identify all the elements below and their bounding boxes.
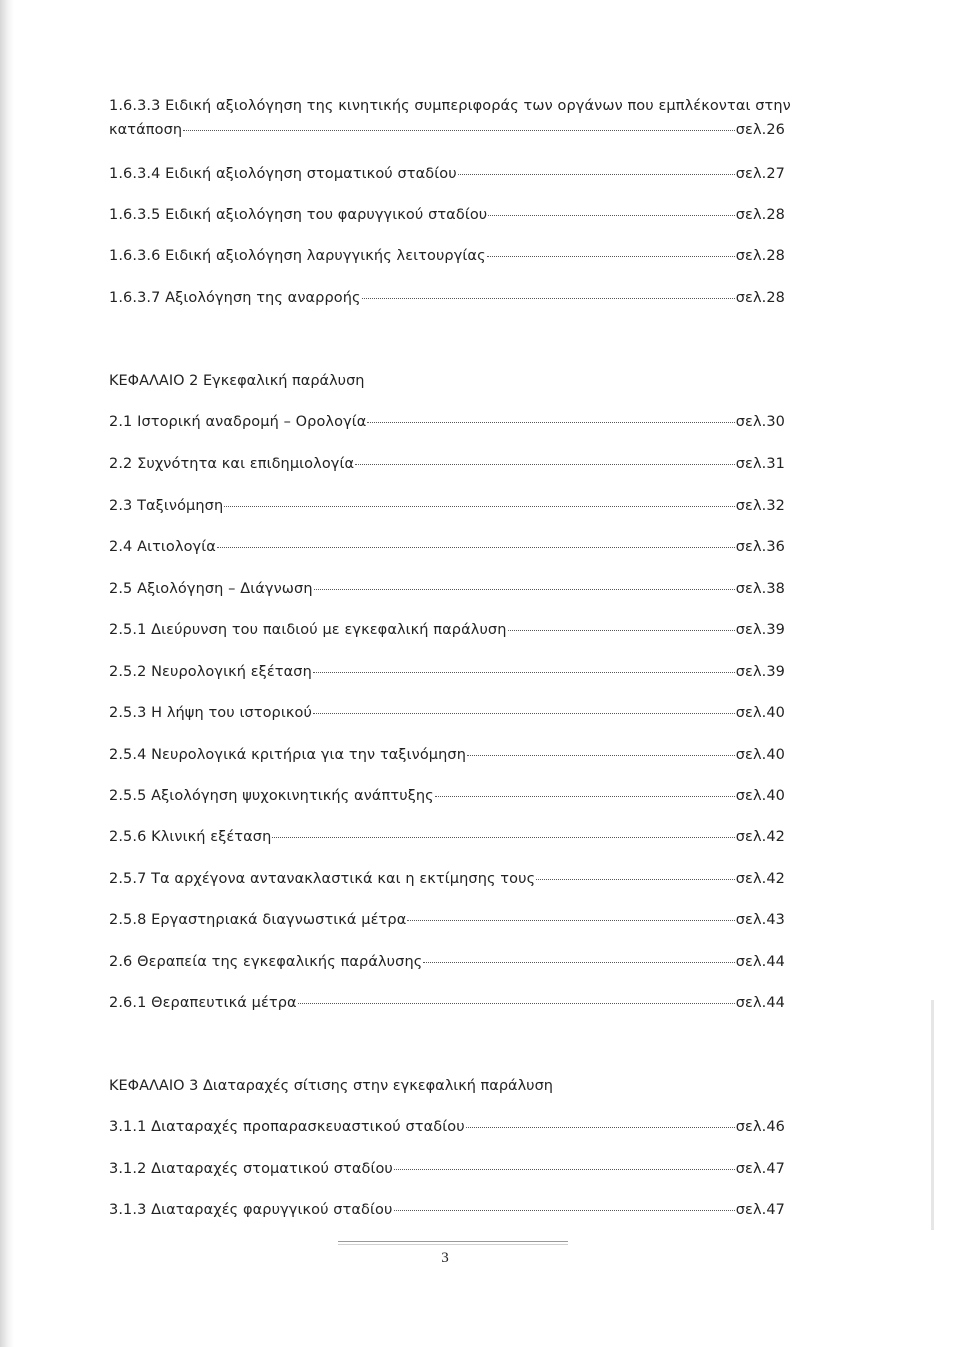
toc-entry-title: 1.6.3.6 Ειδική αξιολόγηση λαρυγγικής λειτουργίας [109,248,486,264]
toc-entry-title: 2.5.6 Κλινική εξέταση [109,829,272,845]
dot-leader [183,130,735,131]
toc-entry-title: 2.2 Συχνότητα και επιδημιολογία [109,456,355,472]
dot-leader [458,174,735,175]
toc-entry-page: σελ.44 [735,995,785,1011]
toc-entry-page: σελ.26 [735,122,785,138]
toc-entry-page: σελ.28 [735,207,785,223]
dot-leader [217,547,735,548]
footer-rule-secondary [338,1244,568,1245]
toc-entry-page: σελ.47 [735,1161,785,1177]
toc-entry-title: 2.6 Θεραπεία της εγκεφαλικής παράλυσης [109,954,423,970]
toc-entry-title: 2.6.1 Θεραπευτικά μέτρα [109,995,297,1011]
toc-entry-2-5[interactable] [109,580,785,598]
toc-entry-2-5-2[interactable] [109,663,785,681]
dot-leader [508,630,735,631]
toc-entry-title: 1.6.3.5 Ειδική αξιολόγηση του φαρυγγικού σταδίου [109,207,488,223]
dot-leader [466,1127,735,1128]
toc-entry-1-6-3-4[interactable] [109,165,785,183]
toc-entry-2-2[interactable] [109,455,785,473]
toc-entry-2-5-1[interactable] [109,621,785,639]
dot-leader [224,506,734,507]
toc-entry-page: σελ.39 [735,622,785,638]
toc-entry-title: 2.5.5 Αξιολόγηση ψυχοκινητικής ανάπτυξης [109,788,434,804]
dot-leader [298,1003,735,1004]
dot-leader [488,215,734,216]
toc-entry-1-6-3-6[interactable] [109,247,785,265]
toc-entry-3-1-2[interactable] [109,1160,785,1178]
toc-entry-title: 1.6.3.4 Ειδική αξιολόγηση στοματικού σταδίου [109,166,457,182]
dot-leader [362,298,735,299]
dot-leader [435,796,735,797]
toc-entry-1-6-3-3[interactable] [109,97,791,139]
toc-entry-page: σελ.42 [735,871,785,887]
dot-leader [423,962,734,963]
dot-leader [394,1210,735,1211]
toc-entry-page: σελ.40 [735,747,785,763]
toc-entry-title: 1.6.3.7 Αξιολόγηση της αναρροής [109,290,361,306]
footer-rule [338,1241,568,1242]
toc-entry-title: 3.1.1 Διαταραχές προπαρασκευαστικού σταδίου [109,1119,465,1135]
toc-entry-title: 2.5.3 Η λήψη του ιστορικού [109,705,312,721]
toc-entry-page: σελ.38 [735,581,785,597]
toc-entry-2-5-3[interactable] [109,704,785,722]
toc-entry-page: σελ.42 [735,829,785,845]
dot-leader [536,879,735,880]
dot-leader [394,1169,735,1170]
dot-leader [313,713,735,714]
dot-leader [314,589,735,590]
page-number: 3 [441,1250,449,1266]
toc-entry-page: σελ.31 [735,456,785,472]
toc-entry-title: 3.1.3 Διαταραχές φαρυγγικού σταδίου [109,1202,393,1218]
toc-entry-2-3[interactable] [109,497,785,515]
toc-entry-page: σελ.39 [735,664,785,680]
toc-entry-2-6[interactable] [109,953,785,971]
toc-entry-page: σελ.46 [735,1119,785,1135]
dot-leader [355,464,735,465]
toc-entry-title: 2.5.1 Διεύρυνση του παιδιού με εγκεφαλική παράλυση [109,622,507,638]
chapter-3-heading: ΚΕΦΑΛΑΙΟ 3 Διαταραχές σίτισης στην εγκεφαλική παράλυση [109,1078,553,1094]
dot-leader [487,256,735,257]
dot-leader [407,920,734,921]
toc-entry-2-5-6[interactable] [109,828,785,846]
toc-entry-2-5-5[interactable] [109,787,785,805]
toc-entry-title-line1: 1.6.3.3 Ειδική αξιολόγηση της κινητικής συμπεριφοράς των οργάνων που εμπλέκονται στην [109,98,791,114]
toc-entry-page: σελ.27 [735,166,785,182]
toc-entry-title: 2.5.2 Νευρολογική εξέταση [109,664,312,680]
toc-entry-title: κατάποση [109,122,183,138]
toc-entry-page: σελ.36 [735,539,785,555]
toc-entry-3-1-1[interactable] [109,1118,785,1136]
dot-leader [467,755,735,756]
toc-entry-1-6-3-5[interactable] [109,206,785,224]
toc-entry-title: 2.5.8 Εργαστηριακά διαγνωστικά μέτρα [109,912,407,928]
chapter-2-heading: ΚΕΦΑΛΑΙΟ 2 Εγκεφαλική παράλυση [109,373,365,389]
toc-entry-title: 2.5 Αξιολόγηση – Διάγνωση [109,581,313,597]
toc-entry-page: σελ.44 [735,954,785,970]
toc-entry-page: σελ.28 [735,290,785,306]
toc-entry-page: σελ.32 [735,498,785,514]
scan-edge-mark [931,1000,934,1230]
toc-entry-page: σελ.40 [735,788,785,804]
dot-leader [272,837,734,838]
toc-entry-2-4[interactable] [109,538,785,556]
toc-entry-page: σελ.30 [735,414,785,430]
toc-entry-page: σελ.28 [735,248,785,264]
toc-entry-page: σελ.40 [735,705,785,721]
toc-entry-2-5-4[interactable] [109,746,785,764]
toc-entry-title: 2.4 Αιτιολογία [109,539,216,555]
toc-entry-3-1-3[interactable] [109,1201,785,1219]
toc-entry-2-6-1[interactable] [109,994,785,1012]
toc-entry-2-1[interactable] [109,413,785,431]
toc-entry-1-6-3-7[interactable] [109,289,785,307]
toc-entry-page: σελ.43 [735,912,785,928]
toc-entry-2-5-7[interactable] [109,870,785,888]
toc-entry-title: 2.5.4 Νευρολογικά κριτήρια για την ταξινόμηση [109,747,466,763]
toc-entry-2-5-8[interactable] [109,911,785,929]
dot-leader [313,672,735,673]
toc-entry-title: 3.1.2 Διαταραχές στοματικού σταδίου [109,1161,393,1177]
toc-entry-title: 2.1 Ιστορική αναδρομή – Ορολογία [109,414,367,430]
toc-entry-title: 2.5.7 Τα αρχέγονα αντανακλαστικά και η εκτίμησης τους [109,871,536,887]
dot-leader [367,422,734,423]
toc-entry-title: 2.3 Ταξινόμηση [109,498,224,514]
scan-edge-shadow [0,0,14,1347]
toc-entry-page: σελ.47 [735,1202,785,1218]
